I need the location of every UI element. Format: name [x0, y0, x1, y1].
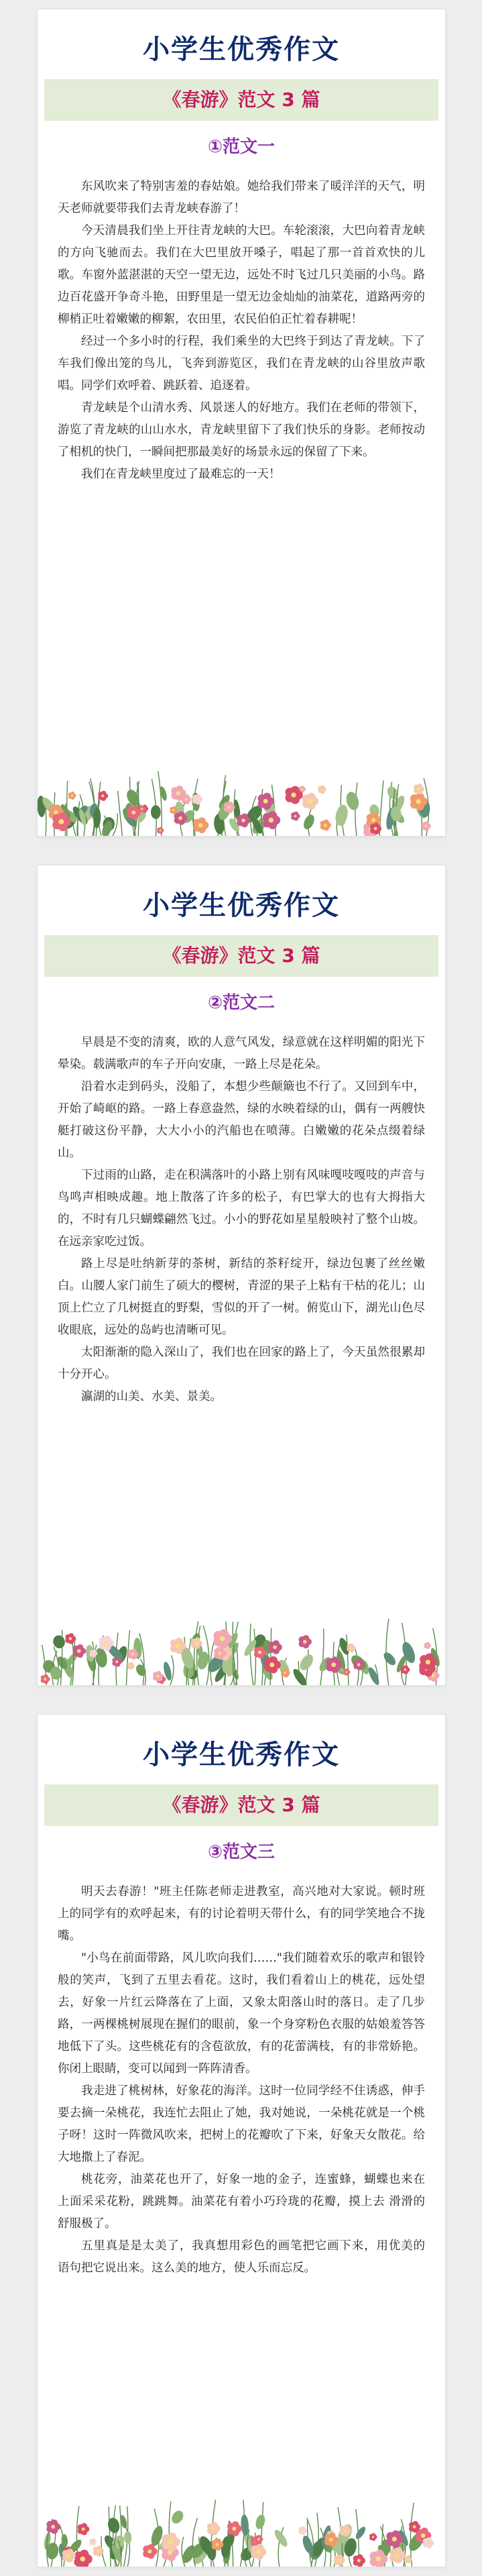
flower-icon	[320, 820, 331, 831]
flower-icon	[127, 1662, 135, 1670]
paragraph: "小鸟在前面带路，风儿吹向我们……"我们随着欢乐的歌声和银铃般的笑声，飞到了五里去看花。这时，我们看着山上的桃花，远处望去，好象一片红云降落在了上面，又象太阳落山时的落日。走了几步路，一两棵桃树展现在握们的眼前，象一个身穿粉色衣服的姑娘羞答答地低下了头。这些桃花有的含苞欲放，有的花蕾满枝，有的非常娇艳。你闭上眼睛，变可以闻到一阵阵清香。	[58, 1951, 425, 2076]
flower-icon	[192, 794, 203, 804]
paragraph: 经过一个多小时的行程，我们乘坐的大巴终于到达了青龙峡。下了车我们像出笼的鸟儿，飞奔到游览区，我们在青龙峡的山谷里放声歌唱。同学们欢呼着、跳跃着、追逐着。	[58, 335, 425, 392]
page-title: 小学生优秀作文	[143, 890, 340, 921]
paragraph: 我走进了桃树林，好象花的海洋。这时一位同学经不住诱惑，伸手要去摘一朵桃花，我连忙去阻止了她，我对她说，一朵桃花就是一个桃子呀！这时一阵微风吹来，把树上的花瓣吹了下来，好象天女散花。给大地撒上了春泥。	[58, 2084, 425, 2164]
flower-icon	[298, 2526, 307, 2535]
flower-icon	[227, 2521, 242, 2536]
flower-icon	[423, 2537, 434, 2548]
flower-icon	[264, 1656, 281, 1673]
flower-icon	[78, 2523, 90, 2535]
leaf-icon	[151, 779, 161, 836]
flower-icon	[224, 802, 235, 813]
flower-icon	[318, 786, 326, 794]
leaf-icon	[381, 1619, 398, 1685]
floral-border-decoration	[38, 1611, 445, 1685]
flower-icon	[193, 817, 208, 833]
flower-icon	[298, 1635, 311, 1648]
flower-icon	[143, 2544, 157, 2559]
paragraph: 早晨是不变的清爽，欧的人意气风发，绿意就在这样明媚的阳光下晕染。载满歌声的车子开向安康，一路上尽是花朵。	[58, 1036, 425, 1071]
leaf-icon	[134, 1659, 148, 1685]
flower-icon	[263, 811, 280, 829]
paragraph: 五里真是是太美了，我真想用彩色的画笔把它画下来，用优美的 语句把它说出来。这么美的地方，使人乐而忘反。	[58, 2239, 425, 2275]
title-band: 《春游》范文 3 篇	[44, 935, 438, 977]
paragraph: 明天去春游！"班主任陈老师走进教室，高兴地对大家说。顿时班上的同学有的欢呼起来，有的讨论着明天带什么，有的同学笑地合不拢嘴。	[58, 1885, 425, 1943]
flower-icon	[347, 1644, 355, 1652]
flower-icon	[251, 2544, 266, 2560]
flower-icon	[369, 2533, 377, 2541]
essay-subtitle: ③范文三	[207, 1842, 275, 1862]
flower-icon	[207, 2522, 220, 2535]
floral-border-decoration	[38, 2493, 445, 2567]
flower-icon	[68, 792, 76, 800]
flower-icon	[46, 2520, 60, 2534]
flower-icon	[343, 1668, 351, 1676]
paragraph: 我们在青龙峡里度过了最难忘的一天！	[81, 468, 281, 481]
flower-icon	[291, 812, 300, 821]
flower-icon	[162, 2532, 180, 2551]
floral-border-decoration	[38, 762, 445, 836]
flower-icon	[157, 827, 164, 834]
flower-icon	[89, 2538, 97, 2545]
paragraph: 沿着水走到码头，没船了，本想少些颠簸也不行了。又回到车中，开始了崎岖的路。一路上春意盎然，绿的水映着绿的山，偶有一两艘快艇打破这份平静，大大小小的汽船也在喷薄。白嫩嫩的花朵点缀着绿山。	[58, 1080, 425, 1160]
leaf-icon	[367, 1664, 381, 1685]
flower-icon	[424, 1642, 431, 1649]
flower-icon	[41, 1674, 50, 1684]
leaf-icon	[317, 1629, 333, 1685]
flower-icon	[414, 784, 424, 794]
flower-icon	[401, 1665, 410, 1674]
paragraph: 桃花旁，油菜花也开了，好象一地的金子，连蜜蜂，蝴蝶也来在 上面采采花粉，跳跳舞。油菜花有着小巧玲珑的花瓣，摸上去 滑滑的舒服极了。	[58, 2173, 425, 2231]
essay-body	[58, 1032, 425, 1408]
essay-page-3	[38, 1715, 445, 2567]
paragraph: 下过雨的山路，走在积满落叶的小路上别有风味嘎吱嘎吱的声音与鸟鸣声相映成趣。地上散落了许多的松子，有巴掌大的也有大拇指大的，不时有几只蝴蝶翩然飞过。小小的野花如星星般映衬了整个山坡。在远亲家吃过饭。	[58, 1169, 425, 1248]
leaf-icon	[272, 2527, 290, 2567]
essay-body	[58, 176, 425, 486]
essay-subtitle: ①范文一	[207, 137, 275, 157]
flower-icon	[422, 821, 431, 830]
paragraph: 东风吹来了特别害羞的春姑娘。她给我们带来了暖洋洋的天气，明天老师就要带我们去青龙峡春游了！	[58, 180, 425, 215]
paragraph: 太阳渐渐的隐入深山了，我们也在回家的路上了，今天虽然很累却十分开心。	[58, 1346, 425, 1381]
flower-icon	[353, 2554, 365, 2567]
leaf-icon	[400, 1623, 417, 1685]
essay-subtitle: ②范文二	[207, 993, 275, 1013]
paragraph: 今天清晨我们坐上开往青龙峡的大巴。车轮滚滚，大巴向着青龙峡的方向飞驰而去。我们在大巴里放开嗓子，唱起了那一首首欢快的儿歌。车窗外蓝湛湛的天空一望无边，远处不时飞过几只美丽的小鸟。路边百花盛开争奇斗艳，田野里是一望无边金灿灿的油菜花，道路两旁的柳梢正吐着嫩嫩的柳絮，农田里，农民伯伯正忙着春耕呢！	[58, 224, 425, 326]
leaf-icon	[158, 771, 168, 836]
flower-icon	[73, 1644, 86, 1658]
essay-page-2	[38, 865, 445, 1685]
flower-icon	[302, 793, 318, 810]
page-title: 小学生优秀作文	[143, 34, 340, 65]
flower-icon	[98, 791, 108, 801]
flower-icon	[74, 2550, 92, 2567]
essay-page-1	[38, 9, 445, 836]
essay-body	[58, 1881, 425, 2279]
title-band: 《春游》范文 3 篇	[44, 1784, 438, 1826]
paragraph: 青龙峡是个山清水秀、风景迷人的好地方。我们在老师的带领下，游览了青龙峡的山山水水，青龙峡里留下了我们快乐的身影。老师按动了相机的快门，一瞬间把那最美好的场景永远的保留了下来。	[58, 401, 425, 459]
page-title: 小学生优秀作文	[143, 1739, 340, 1770]
flower-icon	[268, 1640, 282, 1654]
title-band: 《春游》范文 3 篇	[44, 79, 438, 121]
paragraph: 瀛湖的山美、水美、景美。	[81, 1390, 222, 1403]
leaf-icon	[334, 804, 350, 836]
paragraph: 路上尽是吐纳新芽的茶树，新结的茶籽绽开，绿边包裹了丝丝嫩白。山腰人家门前生了硕大的樱树，青涩的果子上粘有干枯的花儿；山顶上伫立了几树挺直的野梨，雪似的开了一树。俯览山下，湖光山色尽收眼底，远处的岛屿也清晰可见。	[58, 1257, 425, 1337]
